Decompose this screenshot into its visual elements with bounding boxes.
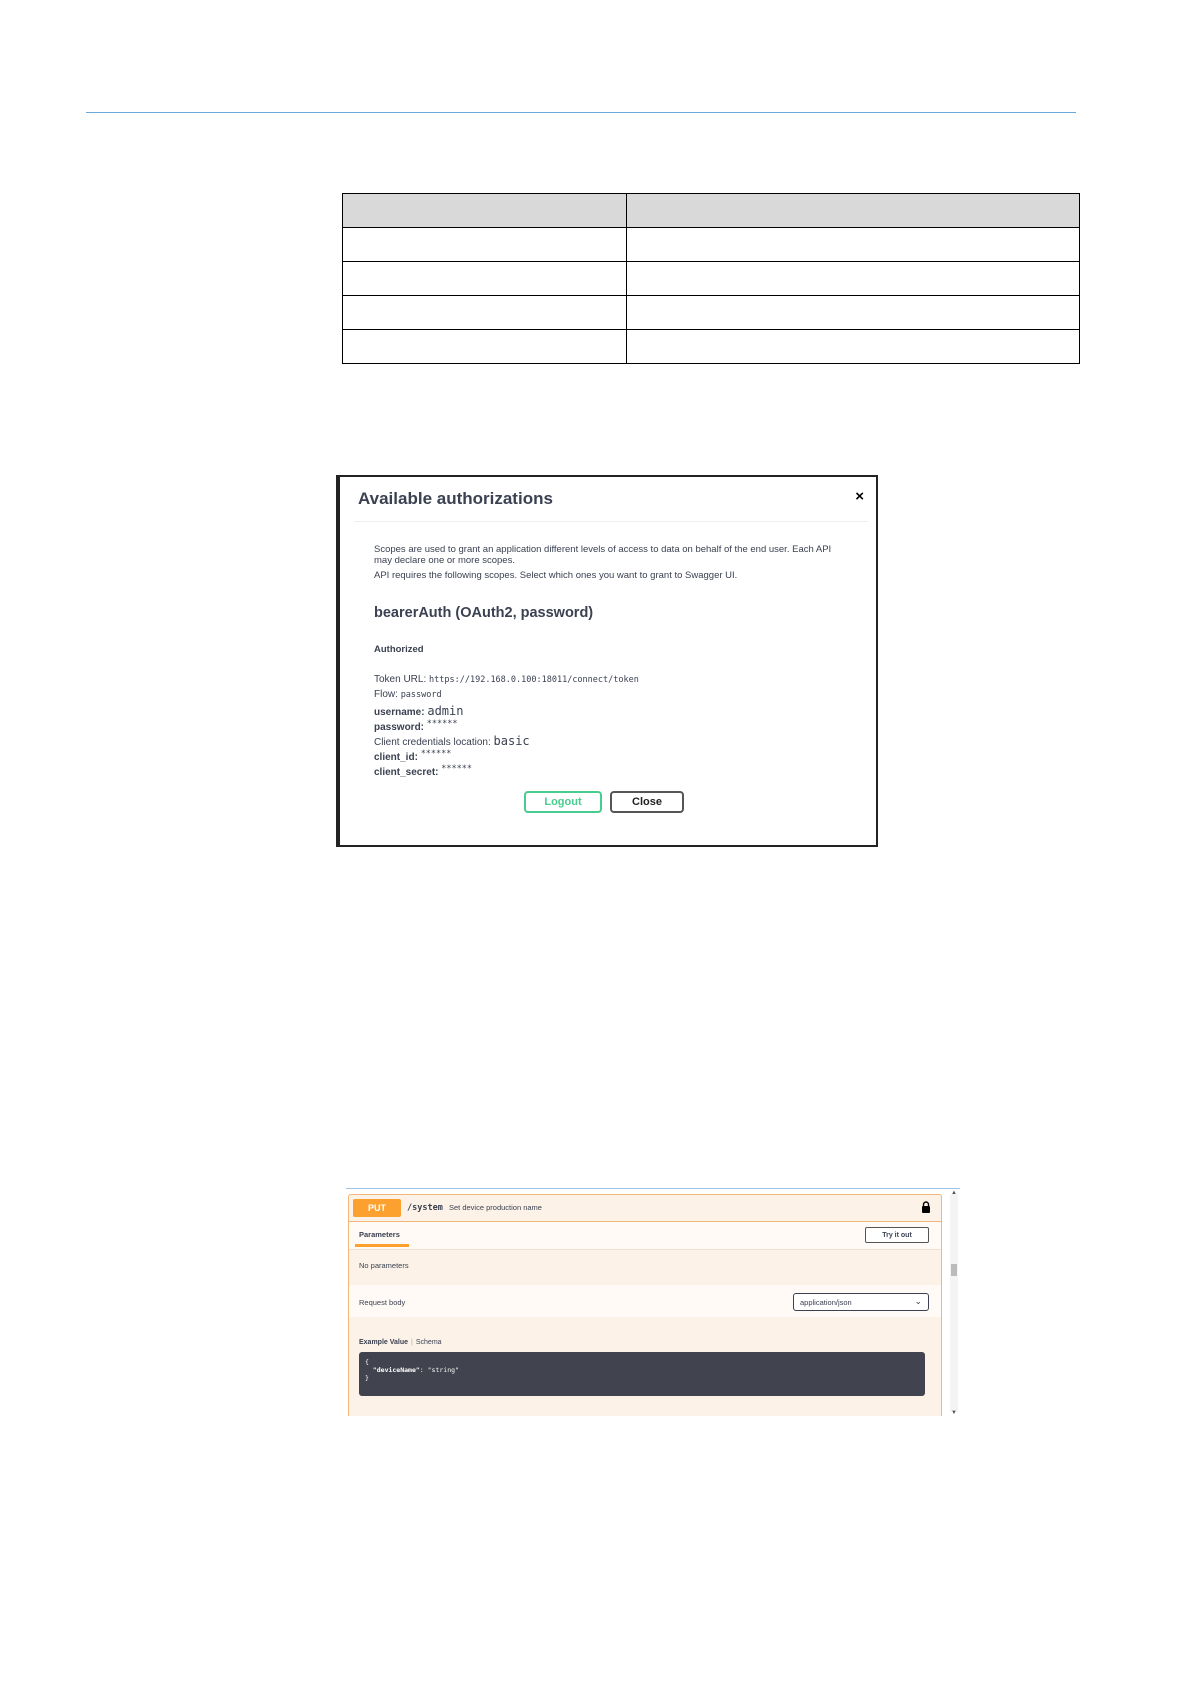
password-value: ****** [426, 719, 458, 729]
auth-description-scopes: Scopes are used to grant an application different levels of access to data on behalf of the end user. Each API may declare one or more scopes. [374, 544, 832, 566]
chevron-down-icon: ⌄ [914, 1296, 922, 1306]
scroll-down-icon[interactable]: ▼ [951, 1410, 957, 1416]
auth-scheme-title: bearerAuth (OAuth2, password) [374, 605, 594, 621]
token-url-label: Token URL: [374, 674, 427, 685]
header-rule [86, 112, 1076, 113]
top-divider [346, 1188, 960, 1189]
auth-description [374, 544, 844, 585]
table-header-row [343, 194, 1080, 228]
content-type-select[interactable] [793, 1293, 929, 1311]
endpoint-description: Set device production name [449, 1203, 542, 1212]
example-code-block [359, 1352, 925, 1396]
username-value: admin [427, 704, 464, 718]
password-row [374, 719, 458, 733]
request-body-bar [349, 1285, 941, 1317]
table-cell [627, 330, 1080, 364]
client-secret-value: ****** [441, 764, 472, 774]
password-label: password: [374, 722, 425, 733]
flow-value: password [400, 690, 442, 700]
scrollbar-thumb[interactable] [951, 1264, 957, 1276]
table-row [343, 262, 1080, 296]
table-row [343, 330, 1080, 364]
endpoint-screenshot [346, 1188, 960, 1416]
auth-dialog-title: Available authorizations [358, 489, 553, 508]
table-cell [343, 262, 627, 296]
code-line: { [365, 1358, 369, 1366]
no-parameters-text: No parameters [359, 1261, 409, 1270]
tab-example-value[interactable]: Example Value [359, 1339, 409, 1346]
code-line: } [365, 1374, 369, 1382]
doc-table [342, 193, 1080, 364]
endpoint-panel [348, 1194, 942, 1416]
flow-label: Flow: [374, 689, 398, 700]
table-cell [627, 228, 1080, 262]
scroll-up-icon[interactable]: ▲ [951, 1190, 957, 1196]
content-type-value: application/json [800, 1297, 852, 1307]
client-secret-label: client_secret: [374, 767, 439, 778]
table-cell [627, 296, 1080, 330]
table-row [343, 296, 1080, 330]
table-cell [627, 262, 1080, 296]
auth-status: Authorized [374, 644, 424, 655]
request-body-label: Request body [359, 1298, 406, 1307]
tab-underline [355, 1244, 409, 1247]
tab-parameters[interactable]: Parameters [359, 1230, 400, 1239]
client-id-row [374, 749, 451, 763]
auth-dialog [336, 475, 878, 847]
close-button[interactable]: Close [610, 791, 684, 813]
client-location-value: basic [493, 734, 530, 748]
flow-row [374, 689, 442, 700]
table-cell [343, 330, 627, 364]
code-key: "deviceName" [372, 1366, 420, 1374]
logout-button[interactable]: Logout [524, 791, 602, 813]
client-location-row [374, 734, 530, 748]
lock-icon[interactable] [921, 1201, 931, 1213]
parameters-bar [349, 1222, 941, 1250]
auth-description-required: API requires the following scopes. Select which ones you want to grant to Swagger UI. [374, 570, 738, 581]
table-header-cell [343, 194, 627, 228]
client-id-value: ****** [420, 749, 452, 759]
example-tabs [359, 1339, 442, 1346]
username-label: username: [374, 707, 425, 718]
client-id-label: client_id: [374, 752, 418, 763]
code-value: : "string" [419, 1366, 459, 1374]
endpoint-summary[interactable] [349, 1195, 941, 1222]
token-url-row [374, 674, 639, 685]
tab-separator: | [411, 1339, 413, 1346]
auth-divider [354, 521, 868, 522]
close-icon[interactable]: × [855, 488, 864, 505]
client-secret-row [374, 764, 472, 778]
table-cell [343, 296, 627, 330]
code-line [365, 1366, 919, 1374]
scrollbar[interactable] [950, 1194, 958, 1412]
method-badge: PUT [353, 1199, 401, 1217]
tab-schema[interactable]: Schema [415, 1339, 442, 1346]
endpoint-path: /system [407, 1203, 443, 1213]
try-it-out-button[interactable]: Try it out [865, 1227, 929, 1243]
table-header-cell [627, 194, 1080, 228]
table-cell [343, 228, 627, 262]
username-row [374, 704, 463, 718]
table-row [343, 228, 1080, 262]
client-location-label: Client credentials location: [374, 737, 491, 748]
token-url-value: https://192.168.0.100:18011/connect/token [429, 675, 639, 685]
